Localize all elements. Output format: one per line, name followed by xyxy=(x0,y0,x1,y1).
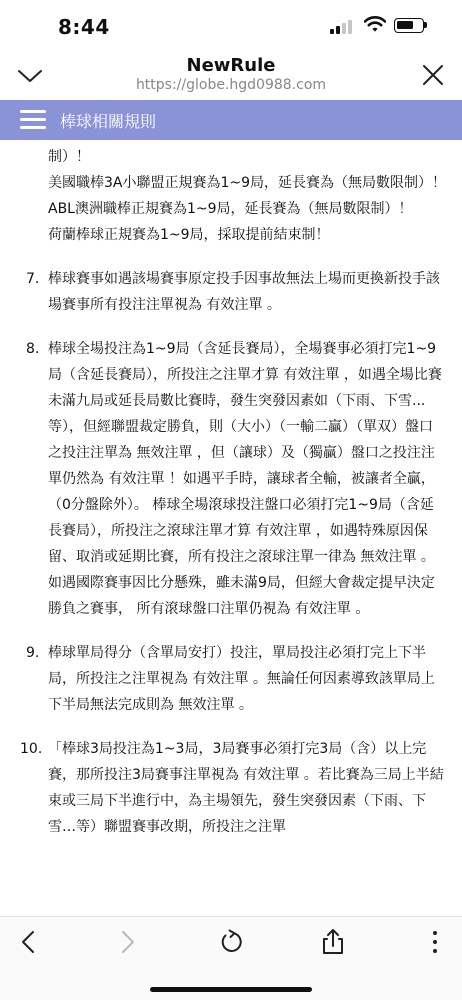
cellular-signal-icon xyxy=(330,20,356,34)
continuation-line: 制）！ xyxy=(48,149,90,165)
rule-number: 10. xyxy=(20,741,43,757)
rule-text: 棒球賽事如遇該場賽事原定投手因事故無法上場而更換新投手該場賽事所有投注注單視為 有效注單 。 xyxy=(48,271,440,313)
continuation-line: 荷蘭棒球正規賽為1~9局，採取提前結束制！ xyxy=(48,227,330,243)
close-icon[interactable] xyxy=(420,62,446,88)
more-icon[interactable] xyxy=(420,927,450,957)
status-time: 8:44 xyxy=(58,15,110,39)
rule-text: 「棒球3局投注為1~3局，3局賽事必須打完3局（含）以上完賽，那所投注3局賽事注單視為 有效注單 。若比賽為三局上半結束或三局下半進行中，為主場領先，發生突發因素（下雨、下雪…等）聯盟賽事改期，所投注之注單 xyxy=(48,741,444,835)
rule-item-10 xyxy=(0,736,462,840)
reload-icon[interactable] xyxy=(216,927,246,957)
browser-toolbar xyxy=(0,916,462,1000)
section-header-bar xyxy=(0,100,462,140)
page-title: NewRule xyxy=(186,55,276,76)
home-indicator xyxy=(150,987,312,992)
rule-item-8 xyxy=(0,336,462,622)
continuation-line: 美國職棒3A小聯盟正規賽為1~9局，延長賽為（無局數限制）！ xyxy=(48,175,447,191)
wifi-icon xyxy=(364,15,386,33)
status-bar xyxy=(0,0,462,52)
rule-number: 9. xyxy=(26,645,40,661)
rule-item-9 xyxy=(0,640,462,718)
rule-item-7 xyxy=(0,266,462,318)
back-arrow-icon[interactable] xyxy=(14,927,44,957)
previous-rule-continuation xyxy=(48,144,448,248)
rule-number: 7. xyxy=(26,271,40,287)
battery-icon xyxy=(394,18,424,33)
rule-text: 棒球單局得分（含單局安打）投注，單局投注必須打完上下半局，所投注之注單視為 有效注單 。無論任何因素導致該單局上下半局無法完成則為 無效注單 。 xyxy=(48,645,435,713)
hamburger-menu-icon[interactable] xyxy=(20,110,46,130)
rule-number: 8. xyxy=(26,341,40,357)
rule-text: 棒球全場投注為1~9局（含延長賽局），全場賽事必須打完1~9局（含延長賽局），所投注之注單才算 有效注單 ，如遇全場比賽未滿九局或延長局數比賽時，發生突發因素如（下雨、下雪...等），但經聯盟裁定勝負，則（大小）（一輸二贏）（單双）盤口之投注注單為 無效注單 ，但（讓球）及（獨贏）盤口之投注注單仍然為 有效注單 ！如遇平手時，讓球者全輸，被讓者全贏，（0分盤除外）。 棒球全場滾球投注盤口必須打完1~9局（含延長賽局），所投注之滾球注單才算 有效注單 ，如遇特殊原因保留、取消或延期比賽，所有投注之滾球注單一律為 無效注單 。如遇國際賽事因比分懸殊，雖未滿9局，但經大會裁定提早決定勝負之賽事， 所有滾球盤口注單仍視為 有效注單 。 xyxy=(48,341,442,617)
continuation-line: ABL澳洲職棒正規賽為1~9局，延長賽為（無局數限制）！ xyxy=(48,201,413,217)
forward-arrow-icon[interactable] xyxy=(112,927,142,957)
browser-header xyxy=(0,52,462,100)
page-url: https://globe.hgd0988.com xyxy=(135,77,327,93)
rules-content[interactable] xyxy=(0,140,462,916)
share-icon[interactable] xyxy=(318,927,348,957)
section-title: 棒球相關規則 xyxy=(60,112,157,131)
